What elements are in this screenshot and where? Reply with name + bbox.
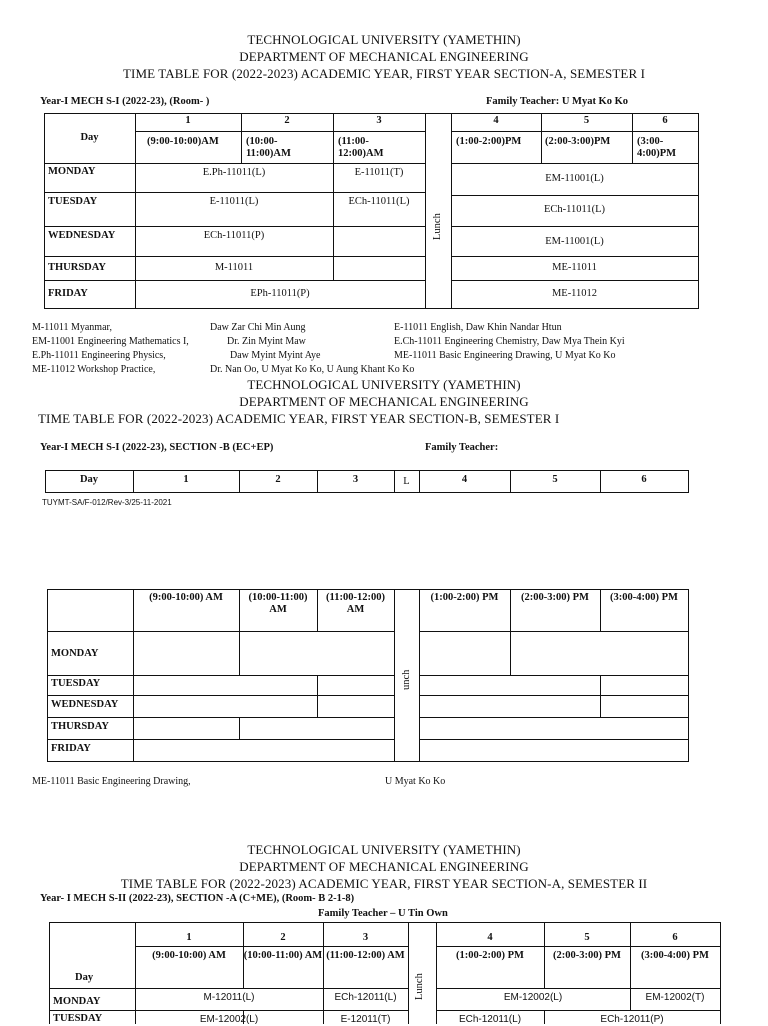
class-label: Year-I MECH S-I (2022-23), (Room- ) (40, 96, 210, 107)
legend-item: E.Ch-11011 Engineering Chemistry, Daw Mya Thein Kyi (394, 336, 625, 347)
university-title: TECHNOLOGICAL UNIVERSITY (YAMETHIN) (247, 842, 521, 857)
form-code: TUYMT-SA/F-012/Rev-3/25-11-2021 (42, 498, 172, 507)
lunch-fragment: L (403, 476, 410, 487)
department-title: DEPARTMENT OF MECHANICAL ENGINEERING (239, 49, 529, 64)
time-4: (1:00-2:00) PM (430, 592, 499, 603)
day-header: Day (75, 972, 94, 983)
cell-mon-p3: E-11011(T) (354, 167, 404, 178)
period-4: 4 (493, 115, 499, 126)
day-friday: FRIDAY (48, 288, 88, 299)
cell-mon-p6: EM-12002(T) (645, 992, 705, 1003)
legend-item: ME-11011 Basic Engineering Drawing, (32, 776, 191, 787)
day-header: Day (79, 474, 99, 485)
timetable-title: TIME TABLE FOR (2022-2023) ACADEMIC YEAR, FIRST YEAR SECTION-B, SEMESTER I (38, 411, 560, 426)
time-2: (10:00-11:00) AM (248, 592, 308, 615)
time-4: (1:00-2:00)PM (456, 136, 522, 147)
cell-mon-p3: ECh-12011(L) (334, 992, 397, 1003)
day-thursday: THURSDAY (48, 262, 106, 273)
cell-wed-am: ECh-11011(P) (203, 230, 265, 241)
day-thursday: THURSDAY (51, 721, 109, 732)
period-4: 4 (487, 932, 493, 943)
legend-item: ME-11012 Workshop Practice, (32, 364, 156, 375)
time-2: (10:00-11:00)AM (246, 136, 291, 159)
time-1: (9:00-10:00)AM (147, 136, 219, 147)
family-teacher: Family Teacher – U Tin Own (318, 908, 448, 919)
period-3: 3 (376, 115, 382, 126)
department-title: DEPARTMENT OF MECHANICAL ENGINEERING (239, 394, 529, 409)
class-label: Year- I MECH S-II (2022-23), SECTION -A (C+ME), (Room- B 2-1-8) (40, 893, 355, 904)
cell-mon-p45: EM-12002(L) (503, 992, 563, 1003)
period-3: 3 (362, 932, 369, 943)
period-2: 2 (275, 474, 281, 485)
legend-teacher: Dr. Nan Oo, U Myat Ko Ko, U Aung Khant Ko Ko (210, 364, 415, 375)
period-6: 6 (662, 115, 668, 126)
lunch-label: Lunch (432, 213, 443, 240)
cell-tue-p56: ECh-12011(P) (600, 1014, 664, 1025)
period-2: 2 (284, 115, 290, 126)
legend-teacher: U Myat Ko Ko (385, 776, 446, 787)
time-6: (3:00-4:00) PM (610, 592, 678, 603)
cell-mon-pm: EM-11001(L) (545, 173, 604, 184)
time-2: (10:00-11:00) AM (243, 950, 323, 961)
period-1: 1 (183, 474, 189, 485)
time-3: (11:00-12:00) AM (326, 950, 405, 961)
class-label: Year-I MECH S-I (2022-23), SECTION -B (EC+EP) (40, 442, 274, 453)
time-1: (9:00-10:00) AM (149, 592, 223, 603)
time-4: (1:00-2:00) PM (456, 950, 524, 961)
cell-tue-am: EM-12002(L) (199, 1014, 259, 1025)
cell-fri-am: EPh-11011(P) (250, 288, 310, 299)
period-1: 1 (185, 115, 191, 126)
cell-mon-am: M-12011(L) (203, 992, 255, 1003)
day-tuesday: TUESDAY (48, 196, 98, 207)
time-1: (9:00-10:00) AM (152, 950, 226, 961)
cell-tue-am: E-11011(L) (209, 196, 259, 207)
time-6: (3:00-4:00)PM (637, 136, 677, 159)
legend-teacher: Daw Zar Chi Min Aung (210, 322, 306, 333)
period-6: 6 (672, 932, 678, 943)
legend-item: EM-11001 Engineering Mathematics I, (32, 336, 189, 347)
legend-teacher: Daw Myint Myint Aye (230, 350, 321, 361)
day-monday: MONDAY (51, 648, 99, 659)
cell-thu-am: M-11011 (214, 262, 254, 273)
period-2: 2 (280, 932, 286, 943)
day-tuesday: TUESDAY (51, 678, 101, 689)
day-wednesday: WEDNESDAY (48, 230, 116, 241)
cell-tue-p3: ECh-11011(L) (348, 196, 410, 207)
family-teacher: Family Teacher: (425, 442, 499, 453)
day-monday: MONDAY (53, 996, 101, 1007)
legend-item: E-11011 English, Daw Khin Nandar Htun (394, 322, 562, 333)
cell-fri-pm: ME-11012 (551, 288, 598, 299)
day-header: Day (80, 132, 99, 143)
lunch-label: unch (401, 669, 412, 690)
day-friday: FRIDAY (51, 743, 91, 754)
cell-tue-p3: E-12011(T) (340, 1014, 391, 1025)
legend-item: ME-11011 Basic Engineering Drawing, U Myat Ko Ko (394, 350, 616, 361)
cell-mon-am: E.Ph-11011(L) (202, 167, 266, 178)
timetable-title: TIME TABLE FOR (2022-2023) ACADEMIC YEAR, FIRST YEAR SECTION-A, SEMESTER I (122, 66, 646, 81)
period-5: 5 (583, 115, 590, 126)
period-5: 5 (552, 474, 558, 485)
cell-tue-pm: ECh-11011(L) (543, 204, 606, 215)
university-title: TECHNOLOGICAL UNIVERSITY (YAMETHIN) (247, 32, 521, 47)
period-6: 6 (641, 474, 647, 485)
university-title: TECHNOLOGICAL UNIVERSITY (YAMETHIN) (247, 377, 521, 392)
timetable-title: TIME TABLE FOR (2022-2023) ACADEMIC YEAR, FIRST YEAR SECTION-A, SEMESTER II (120, 876, 648, 891)
legend-item: M-11011 Myanmar, (32, 322, 112, 333)
day-tuesday: TUESDAY (53, 1013, 103, 1024)
cell-tue-p4: ECh-12011(L) (458, 1014, 522, 1025)
time-3: (11:00-12:00)AM (338, 136, 384, 159)
period-3: 3 (352, 474, 359, 485)
department-title: DEPARTMENT OF MECHANICAL ENGINEERING (239, 859, 529, 874)
day-wednesday: WEDNESDAY (51, 699, 119, 710)
time-5: (2:00-3:00) PM (521, 592, 589, 603)
period-1: 1 (186, 932, 192, 943)
period-5: 5 (584, 932, 590, 943)
period-4: 4 (461, 474, 468, 485)
time-6: (3:00-4:00) PM (641, 950, 709, 961)
time-5: (2:00-3:00)PM (545, 136, 611, 147)
legend-teacher: Dr. Zin Myint Maw (227, 336, 306, 347)
legend-item: E.Ph-11011 Engineering Physics, (32, 350, 166, 361)
day-monday: MONDAY (48, 166, 96, 177)
family-teacher: Family Teacher: U Myat Ko Ko (486, 96, 629, 107)
time-5: (2:00-3:00) PM (553, 950, 621, 961)
time-3: (11:00-12:00) AM (326, 592, 385, 615)
cell-wed-pm: EM-11001(L) (545, 236, 604, 247)
lunch-label: Lunch (414, 973, 425, 1000)
cell-thu-pm: ME-11011 (552, 262, 597, 273)
